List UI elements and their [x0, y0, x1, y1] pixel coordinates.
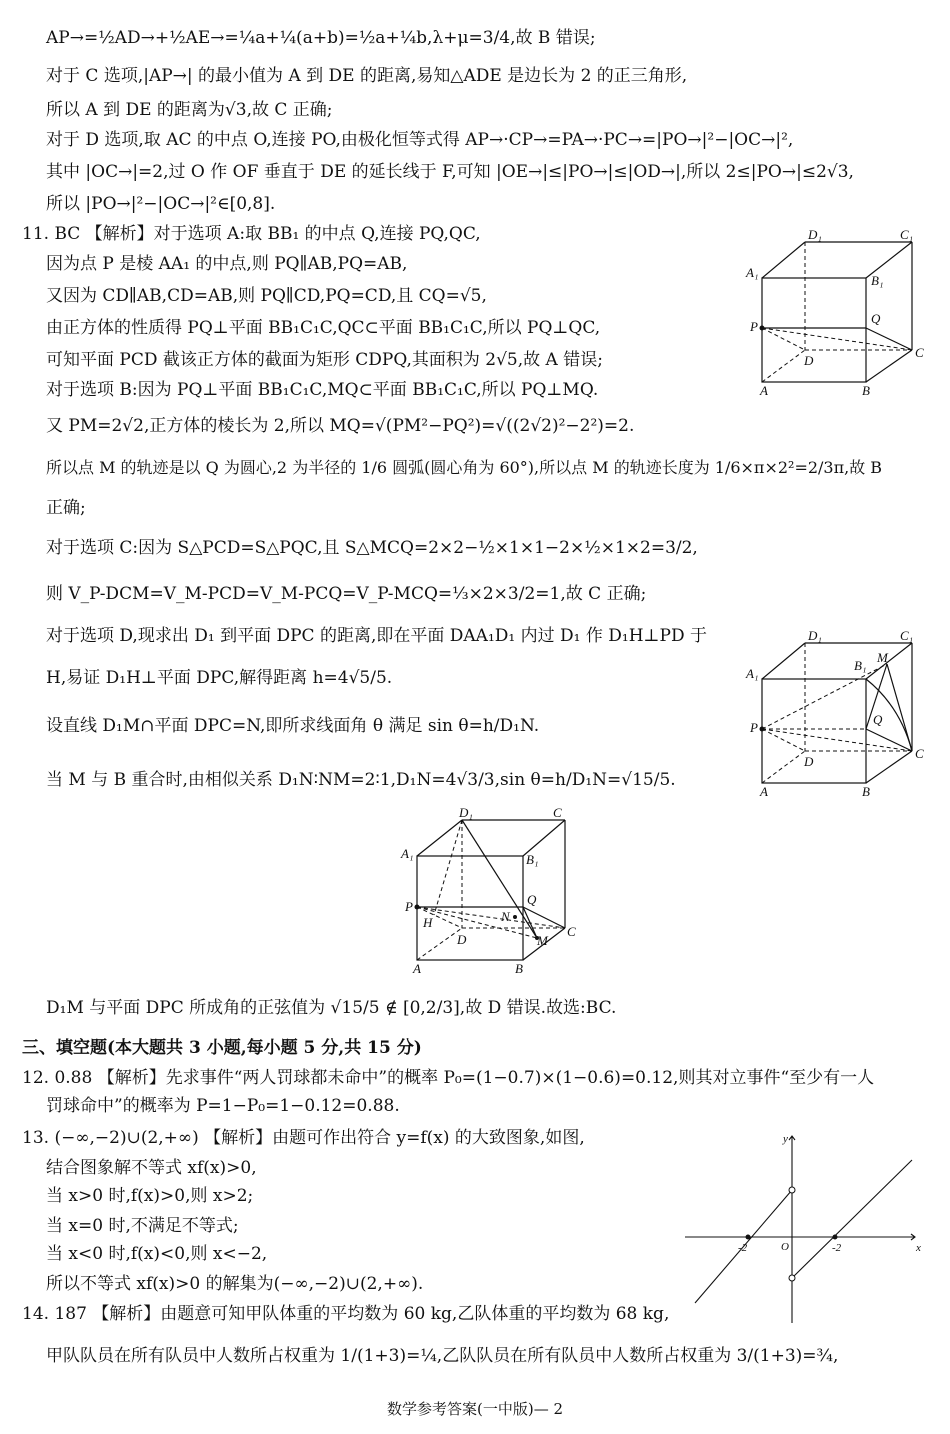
- text-line: 当 x>0 时,f(x)>0,则 x>2;: [46, 1186, 254, 1206]
- text-line: 对于 C 选项,|AP→| 的最小值为 A 到 DE 的距离,易知△ADE 是边长为 2 的正三角形,: [46, 66, 688, 86]
- origin-label: O: [781, 1241, 789, 1253]
- vertex-label: B: [515, 961, 523, 976]
- text-line: 13. (−∞,−2)∪(2,+∞) 【解析】由题可作出符合 y=f(x) 的大致图象,如图,: [22, 1128, 585, 1148]
- vertex-label: C: [915, 746, 924, 761]
- vertex-label: B: [862, 784, 870, 799]
- text-line: 其中 |OC→|=2,过 O 作 OF 垂直于 DE 的延长线于 F,可知 |OE→|≤|PO→|≤|OD→|,所以 2≤|PO→|≤2√3,: [46, 162, 854, 182]
- vertex-label: D: [804, 754, 814, 769]
- text-line: 则 V_P-DCM=V_M-PCD=V_M-PCQ=V_P-MCQ=⅓×2×3/2=1,故 C 正确;: [46, 584, 647, 604]
- text-line: 由正方体的性质得 PQ⊥平面 BB₁C₁C,QC⊂平面 BB₁C₁C,所以 PQ⊥QC,: [46, 318, 601, 338]
- cube-figure-2: [740, 626, 940, 801]
- text-line: 对于选项 D,现求出 D₁ 到平面 DPC 的距离,即在平面 DAA₁D₁ 内过 D₁ 作 D₁H⊥PD 于: [46, 626, 708, 646]
- text-line: 当 M 与 B 重合时,由相似关系 D₁N∶NM=2∶1,D₁N=4√3/3,sin θ=h/D₁N=√15/5.: [46, 770, 676, 790]
- text-line: 11. BC 【解析】对于选项 A:取 BB₁ 的中点 Q,连接 PQ,QC,: [22, 224, 481, 244]
- tick-label: -2: [738, 1242, 748, 1254]
- vertex-label: A₁: [746, 265, 759, 280]
- text-line: 又 PM=2√2,正方体的棱长为 2,所以 MQ=√(PM²−PQ²)=√((2√2)²−2²)=2.: [46, 416, 635, 436]
- section-title: 三、填空题(本大题共 3 小题,每小题 5 分,共 15 分): [22, 1038, 422, 1058]
- vertex-label: P: [405, 899, 413, 914]
- vertex-label: N: [501, 909, 510, 924]
- text-line: 对于选项 B:因为 PQ⊥平面 BB₁C₁C,MQ⊂平面 BB₁C₁C,所以 PQ⊥MQ.: [46, 380, 599, 400]
- vertex-label: A: [760, 383, 768, 398]
- axis-label: x: [916, 1242, 921, 1254]
- text-line: 因为点 P 是棱 AA₁ 的中点,则 PQ∥AB,PQ=AB,: [46, 254, 408, 274]
- vertex-label: C: [553, 806, 562, 820]
- text-line: 当 x=0 时,不满足不等式;: [46, 1216, 239, 1236]
- vertex-label: P: [750, 319, 758, 334]
- vertex-label: B₁: [854, 658, 867, 673]
- text-line: 所以点 M 的轨迹是以 Q 为圆心,2 为半径的 1/6 圆弧(圆心角为 60°),所以点 M 的轨迹长度为 1/6×π×2²=2/3π,故 B: [46, 458, 883, 477]
- vertex-label: B: [862, 383, 870, 398]
- text-line: 罚球命中”的概率为 P=1−P₀=1−0.12=0.88.: [46, 1096, 400, 1116]
- text-line: 14. 187 【解析】由题意可知甲队体重的平均数为 60 kg,乙队体重的平均数为 68 kg,: [22, 1304, 670, 1324]
- text-line: 所以 |PO→|²−|OC→|²∈[0,8].: [46, 194, 276, 214]
- cube-figure-3: [397, 806, 597, 981]
- text-line: 正确;: [46, 498, 86, 518]
- vertex-label: D₁: [459, 806, 473, 820]
- vertex-label: A₁: [401, 846, 414, 861]
- tick-label: -2: [832, 1242, 842, 1254]
- vertex-label: C₁: [900, 227, 914, 242]
- text-line: 所以不等式 xf(x)>0 的解集为(−∞,−2)∪(2,+∞).: [46, 1274, 424, 1294]
- text-line: 对于 D 选项,取 AC 的中点 O,连接 PO,由极化恒等式得 AP→·CP→=PA→·PC→=|PO→|²−|OC→|²,: [46, 130, 794, 150]
- vertex-label: M: [537, 933, 548, 948]
- text-line: 所以 A 到 DE 的距离为√3,故 C 正确;: [46, 100, 333, 120]
- vertex-label: Q: [527, 892, 537, 907]
- axis-label: y: [783, 1133, 788, 1145]
- vertex-label: D: [457, 932, 467, 947]
- cube-figure-1: [740, 225, 940, 400]
- vertex-label: P: [750, 720, 758, 735]
- vertex-label: B₁: [871, 273, 884, 288]
- vertex-label: H: [423, 915, 433, 930]
- page-footer: 数学参考答案(一中版)— 2: [386, 1400, 564, 1418]
- vertex-label: A: [413, 961, 421, 976]
- text-line: D₁M 与平面 DPC 所成角的正弦值为 √15/5 ∉ [0,2/3],故 D 错误.故选:BC.: [46, 998, 617, 1018]
- function-graph: [680, 1128, 930, 1328]
- vertex-label: Q: [873, 712, 883, 727]
- text-line: 12. 0.88 【解析】先求事件“两人罚球都未命中”的概率 P₀=(1−0.7)×(1−0.6)=0.12,则其对立事件“至少有一人: [22, 1068, 875, 1088]
- text-line: 设直线 D₁M∩平面 DPC=N,即所求线面角 θ 满足 sin θ=h/D₁N.: [46, 716, 540, 736]
- text-line: 可知平面 PCD 截该正方体的截面为矩形 CDPQ,其面积为 2√5,故 A 错误;: [46, 350, 603, 370]
- text-line: 又因为 CD∥AB,CD=AB,则 PQ∥CD,PQ=CD,且 CQ=√5,: [46, 286, 487, 306]
- vertex-label: C: [915, 345, 924, 360]
- vertex-label: A: [760, 784, 768, 799]
- vertex-label: Q: [871, 311, 881, 326]
- vertex-label: D₁: [808, 227, 822, 242]
- vertex-label: B₁: [526, 852, 539, 867]
- vertex-label: M: [877, 650, 888, 665]
- vertex-label: C: [567, 924, 576, 939]
- vertex-label: C₁: [900, 628, 914, 643]
- text-line: 甲队队员在所有队员中人数所占权重为 1/(1+3)=¼,乙队队员在所有队员中人数所占权重为 3/(1+3)=¾,: [46, 1346, 839, 1366]
- text-line: 结合图象解不等式 xf(x)>0,: [46, 1158, 257, 1178]
- vertex-label: D₁: [808, 628, 822, 643]
- vertex-label: A₁: [746, 666, 759, 681]
- text-line: H,易证 D₁H⊥平面 DPC,解得距离 h=4√5/5.: [46, 668, 393, 688]
- text-line: 当 x<0 时,f(x)<0,则 x<−2,: [46, 1244, 268, 1264]
- text-line: AP→=½AD→+½AE→=¼a+¼(a+b)=½a+¼b,λ+μ=3/4,故 B 错误;: [46, 28, 596, 48]
- vertex-label: D: [804, 353, 814, 368]
- text-line: 对于选项 C:因为 S△PCD=S△PQC,且 S△MCQ=2×2−½×1×1−2×½×1×2=3/2,: [46, 538, 698, 558]
